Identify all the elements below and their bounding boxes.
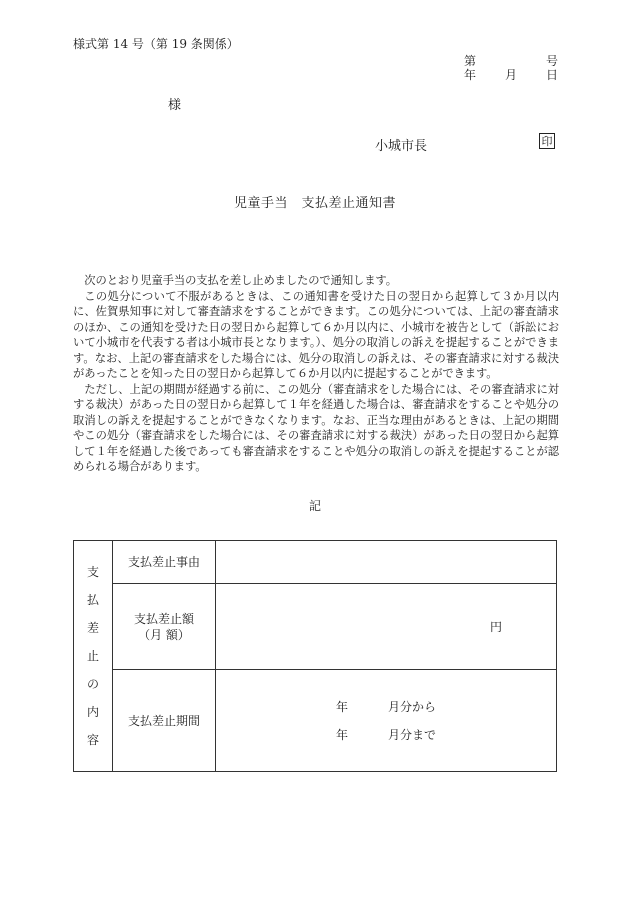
side-char: 払 [86,593,99,607]
period-label: 支払差止期間 [113,670,216,772]
side-char: 内 [86,705,99,719]
period-to-month: 月分まで [387,727,436,742]
period-value [216,670,557,772]
side-char: 容 [86,733,99,747]
amount-label-line2: （月 額） [138,627,190,642]
body-paragraph: この処分について不服があるときは、この通知書を受けた日の翌日から起算して３か月以内に、佐賀県知事に対して審査請求をすることができます。この処分については、上記の審査請求のほか、この通知を受けた日の翌日から起算して６か月以内に、小城市を被告として（訴訟において小城市を代表する者は小城市長となります。）、処分の取消しの訴えを提起することができます。なお、上記の審査請求をした場合には、処分の取消しの訴えは、その審査請求に対する裁決があったことを知った日の翌日から起算して６か月以内に提起することができます。 [73,289,559,380]
date-month: 月 [504,68,517,82]
notice-body [73,273,559,475]
period-from [216,693,556,721]
period-from-month: 月分から [387,699,436,714]
body-paragraph: ただし、上記の期間が経過する前に、この処分（審査請求をした場合には、その審査請求に対する裁決）があった日の翌日から起算して１年を経過した場合は、審査請求をすることや処分の取消しの訴えを提起することができなくなります。なお、正当な理由があるときは、上記の期間やこの処分（審査請求をした場合には、その審査請求に対する裁決）があった日の翌日から起算して１年を経過した後であっても審査請求をすることや処分の取消しの訴えを提起することが認められる場合があります。 [73,382,559,473]
form-number: 様式第 14 号（第 19 条関係） [73,37,239,51]
number-prefix: 第 [464,54,477,68]
date-line [464,66,558,83]
period-from-year: 年 [335,699,348,714]
number-suffix: 号 [545,54,558,68]
ki-heading: 記 [308,499,321,513]
reason-value [216,541,557,584]
side-char: の [86,677,99,691]
amount-label [113,584,216,670]
sender-name: 小城市長 [375,139,428,154]
period-to-year: 年 [335,727,348,742]
amount-label-line1: 支払差止額 [133,611,194,626]
side-char: 支 [86,565,99,579]
yen-unit: 円 [489,620,502,634]
date-year: 年 [464,68,477,82]
addressee-suffix: 様 [168,98,182,113]
reason-label: 支払差止事由 [113,541,216,584]
date-day: 日 [545,68,558,82]
seal-icon: 印 [539,133,555,149]
side-char: 止 [86,649,99,663]
amount-value [216,584,557,670]
detail-table [73,540,557,772]
side-label [74,541,113,772]
body-paragraph: 次のとおり児童手当の支払を差し止めましたので通知します。 [84,274,397,287]
period-to [216,721,556,749]
side-char: 差 [86,621,99,635]
document-title: 児童手当 支払差止通知書 [233,196,396,211]
